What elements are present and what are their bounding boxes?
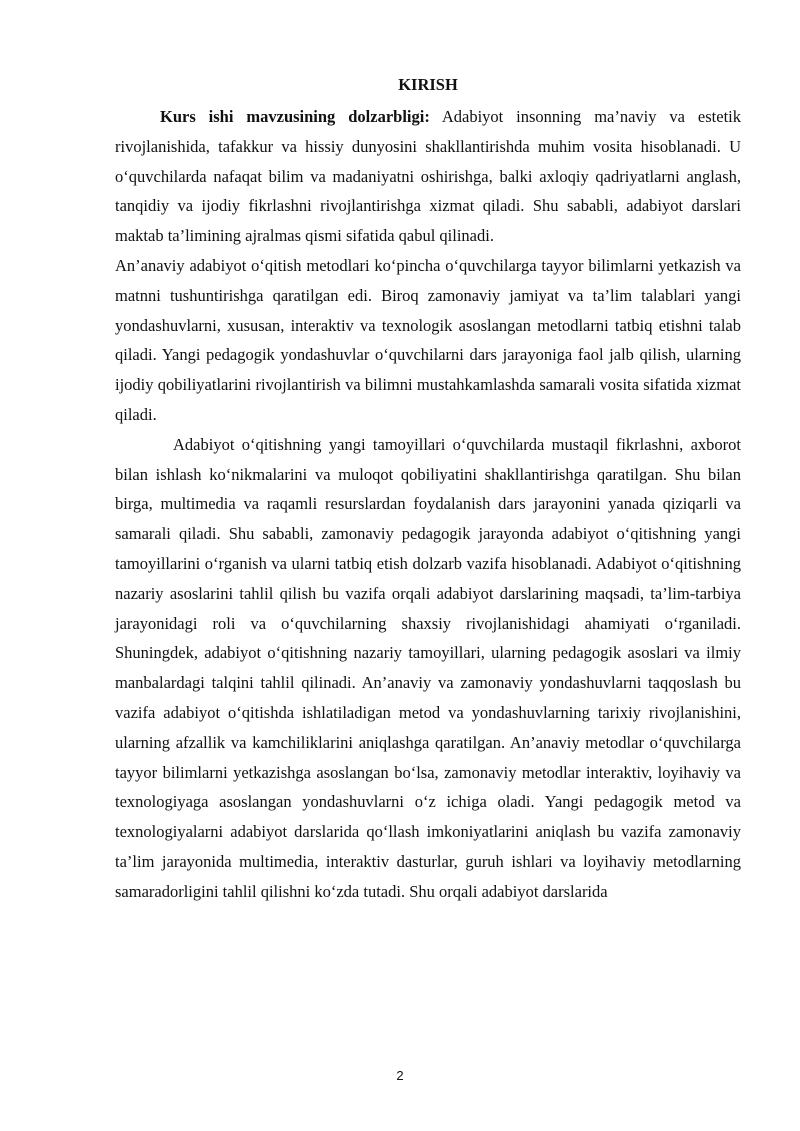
- page-number: 2: [396, 1068, 404, 1083]
- paragraph-1: [115, 102, 741, 251]
- paragraph-3: Adabiyot o‘qitishning yangi tamoyillari o‘quvchilarda mustaqil fikrlashni, axborot bilan ishlash ko‘nikmalarini va muloqot qobiliyatini shakllantirishga qaratilgan. Shu bilan birga, multimedia va raqamli resurslardan foydalanish dars jarayonini yanada qiziqarli va samarali qiladi. Shu sababli, zamonaviy pedagogik jarayonda adabiyot o‘qitishning yangi tamoyillarini o‘rganish va ularni tatbiq etish dolzarb vazifa hisoblanadi. Adabiyot o‘qitishning nazariy asoslarini tahlil qilish bu vazifa orqali adabiyot darslarining maqsadi, ta’lim-tarbiya jarayonidagi roli va o‘quvchilarning shaxsiy rivojlanishidagi ahamiyati o‘rganiladi. Shuningdek, adabiyot o‘qitishning nazariy tamoyillari, ularning pedagogik asoslari va ilmiy manbalardagi talqini tahlil qilinadi. An’anaviy va zamonaviy yondashuvlarni taqqoslash bu vazifa adabiyot o‘qitishda ishlatiladigan metod va yondashuvlarning tarixiy rivojlanishini, ularning afzallik va kamchiliklarini aniqlashga qaratilgan. An’anaviy metodlar o‘quvchilarga tayyor bilimlarni yetkazishga asoslangan bo‘lsa, zamonaviy metodlar interaktiv, loyihaviy va texnologiyaga asoslangan yondashuvlarni o‘z ichiga oladi. Yangi pedagogik metod va texnologiyalarni adabiyot darslarida qo‘llash imkoniyatlarini aniqlash bu vazifa zamonaviy ta’lim jarayonida multimedia, interaktiv dasturlar, guruh ishlari va loyihaviy metodlarning samaradorligini tahlil qilishni ko‘zda tutadi. Shu orqali adabiyot darslarida: [115, 434, 741, 901]
- paragraph-lead: Kurs ishi mavzusining dolzarbligi:: [160, 107, 430, 126]
- paragraph-2: An’anaviy adabiyot o‘qitish metodlari ko‘pincha o‘quvchilarga tayyor bilimlarni yetkazish va matnni tushuntirishga qaratilgan edi. Biroq zamonaviy jamiyat va ta’lim talablari yangi yondashuvlarni, xususan, interaktiv va texnologik asoslangan metodlarni tatbiq etishni talab qiladi. Yangi pedagogik yondashuvlar o‘quvchilarni dars jarayoniga faol jalb qilish, ularning ijodiy qobiliyatlarini rivojlantirish va bilimni mustahkamlashda samarali vosita sifatida xizmat qiladi.: [115, 255, 741, 424]
- section-title: KIRISH: [398, 75, 458, 94]
- document-page: [115, 74, 741, 907]
- paragraph-text: Adabiyot insonning ma’naviy va estetik rivojlanishida, tafakkur va hissiy dunyosini shakllantirishda muhim vosita hisoblanadi. U o‘quvchilarda nafaqat bilim va madaniyatni oshirishga, balki axloqiy qadriyatlarni anglash, tanqidiy va ijodiy fikrlashni rivojlantirishga xizmat qiladi. Shu sababli, adabiyot darslari maktab ta’limining ajralmas qismi sifatida qabul qilinadi.: [115, 107, 741, 246]
